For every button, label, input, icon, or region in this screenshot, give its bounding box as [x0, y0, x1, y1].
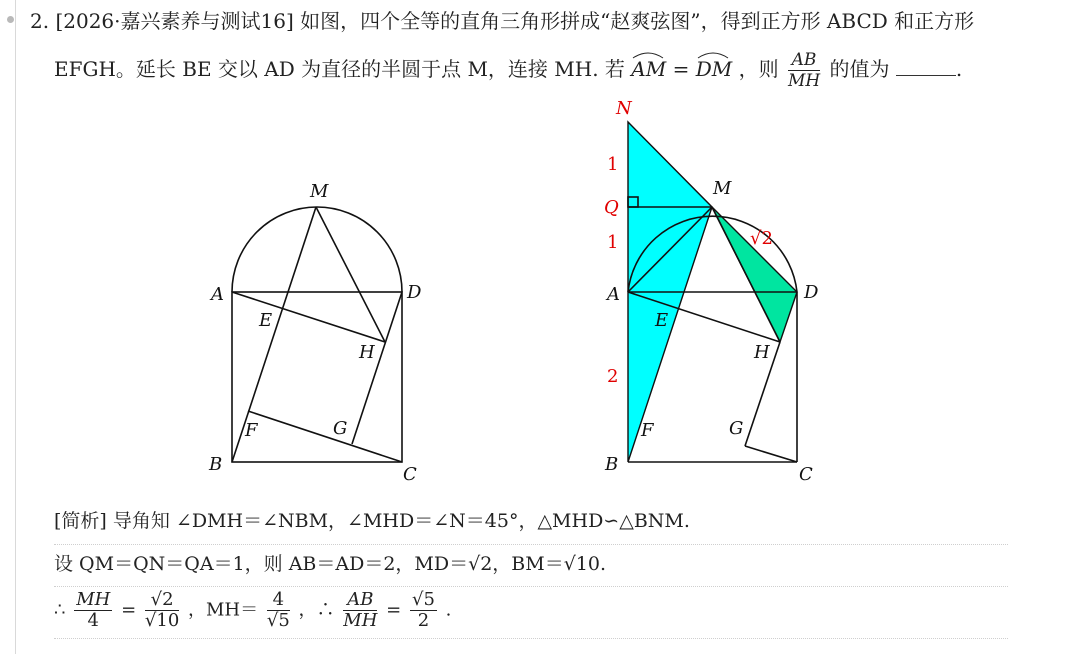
label-g-2: G — [729, 418, 744, 439]
fraction-r5-2: $\frac{√5}{2}$ — [411, 589, 435, 631]
end-mark: . — [955, 57, 963, 81]
fraction-mh-4: $\frac{MH}{4}$ — [76, 589, 111, 631]
label-m: M — [310, 181, 329, 202]
fraction-4-r5: $\frac{4}{√5}$ — [266, 589, 290, 631]
figure-right — [590, 95, 840, 490]
label-h: H — [359, 342, 375, 363]
answer-blank[interactable] — [896, 59, 956, 76]
solution-line-1: [简析] 导角知 ∠DMH＝∠NBM，∠MHD＝∠N＝45°，△MHD∽△BNM. — [54, 510, 690, 532]
label-c-2: C — [799, 464, 813, 485]
line-mh — [316, 207, 385, 342]
line-cf — [248, 411, 402, 462]
seg-label-nq: 1 — [607, 154, 619, 175]
problem-text-3: 的值为 — [829, 57, 890, 81]
separator-1 — [54, 544, 1008, 545]
end-mark-2: . — [445, 599, 452, 621]
label-f: F — [245, 420, 258, 441]
problem-source: [2026·嘉兴素养与测试16] — [55, 9, 294, 33]
equals-sign: = — [672, 57, 690, 81]
arc-dm: DM — [696, 57, 733, 81]
arc-am: AM — [631, 57, 666, 81]
separator-2 — [54, 586, 1008, 587]
solution-line-3 — [54, 590, 451, 631]
label-m-2: M — [713, 178, 732, 199]
label-c: C — [403, 464, 417, 485]
label-q: Q — [604, 197, 619, 218]
label-b: B — [209, 454, 223, 475]
semicircle — [232, 207, 402, 292]
seg-label-qa: 1 — [607, 232, 619, 253]
label-a-2: A — [607, 284, 620, 305]
square-abcd — [232, 292, 402, 462]
therefore-symbol-2: ，∴ — [298, 599, 335, 621]
label-b-2: B — [605, 454, 619, 475]
mh-equals: ，MH＝ — [188, 599, 259, 621]
figure-left — [200, 170, 440, 490]
label-d-2: D — [804, 282, 819, 303]
fraction-ab-mh: $\frac{AB}{MH}$ — [787, 50, 821, 91]
problem-text-2: EFGH。延长 BE 交以 AD 为直径的半圆于点 M，连接 MH. 若 — [54, 57, 625, 81]
equals-2: = — [386, 599, 402, 621]
equals-1: = — [121, 599, 137, 621]
label-n: N — [616, 98, 632, 119]
list-bullet — [7, 16, 14, 23]
label-e-2: E — [655, 310, 669, 331]
problem-line-2 — [54, 50, 962, 91]
arc-mark-icon — [696, 51, 730, 59]
separator-3 — [54, 638, 1008, 639]
fraction-r2-r10: $\frac{√2}{√10}$ — [144, 589, 180, 631]
left-gutter-line — [15, 0, 16, 654]
line-ah — [232, 292, 385, 342]
label-d: D — [407, 282, 422, 303]
solution-line-2: 设 QM＝QN＝QA＝1，则 AB＝AD＝2，MD＝√2，BM＝√10. — [54, 553, 607, 575]
seg-label-md: √2 — [750, 228, 773, 249]
arc-mark-icon — [631, 51, 665, 59]
problem-comma-then: ，则 — [738, 57, 779, 81]
label-e: E — [259, 310, 273, 331]
label-f-2: F — [641, 420, 654, 441]
label-g: G — [333, 418, 348, 439]
problem-line-1 — [30, 9, 974, 33]
label-a: A — [211, 284, 224, 305]
line-gc — [745, 446, 797, 462]
line-dg — [352, 292, 402, 444]
problem-number: 2. — [30, 9, 50, 33]
seg-label-ab: 2 — [607, 366, 619, 387]
label-h-2: H — [754, 342, 770, 363]
therefore-symbol: ∴ — [54, 599, 66, 621]
problem-text-1: 如图，四个全等的直角三角形拼成“赵爽弦图”，得到正方形 ABCD 和正方形 — [300, 9, 975, 33]
fraction-ab-mh-2: $\frac{AB}{MH}$ — [343, 589, 378, 631]
